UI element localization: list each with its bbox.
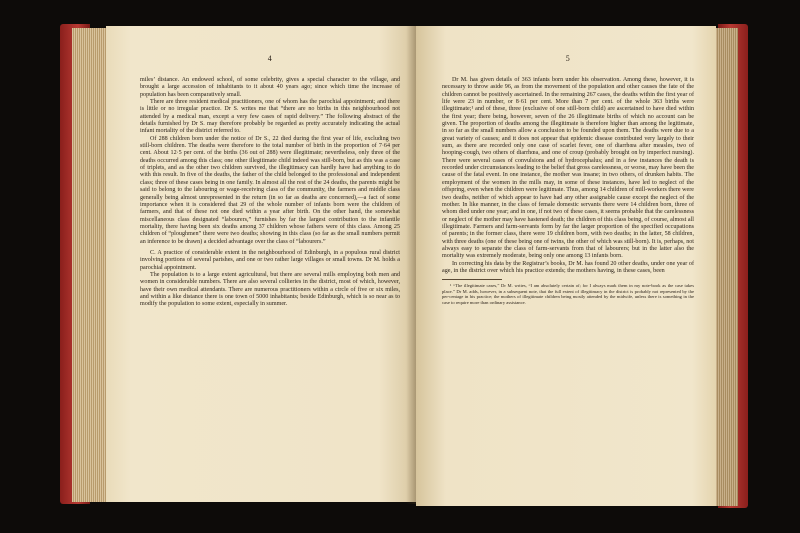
left-paragraph: There are three resident medical practitioners, one of whom has the parochial appointment; and there is little or no irregular practice. Dr S. writes me that “there are no births in this neighbourhood not attended by a medical man, except a very few cases of rapid delivery.” The following abstract of the details furnished by Dr S. may therefore probably be regarded as pretty accurately indicating the actual infant mortality of the district referred to. bbox=[140, 99, 400, 135]
left-paragraph: C. A practice of considerable extent in the neighbourhood of Edinburgh, in a populous rural district involving portions of several parishes, and one or two rather large villages or small towns. Dr M. holds a parochial appointment. bbox=[140, 249, 400, 271]
right-page-number: 5 bbox=[565, 54, 571, 63]
open-book bbox=[60, 18, 748, 513]
left-paragraph: miles’ distance. An endowed school, of some celebrity, gives a special character to the village, and brought a large accession of inhabitants to it about 40 years ago; since which time the increase of population has been comparatively small. bbox=[140, 77, 400, 98]
right-page bbox=[416, 26, 716, 506]
left-paragraph: Of 288 children born under the notice of Dr S., 22 died during the first year of life, excluding two still-born children. The deaths were therefore to the total number of birth in the proportion of 7·64 per cent. About 12·5 per cent. of the births (36 out of 288) were illegitimate; nevertheless, only three of the deaths occurred among this class; one other illegitimate child indeed was still-born, but as this was a case of triplets, and as the other two children survived, the illegitimacy can hardly have had anything to do with this result. In five of the deaths, the father of the child belonged to the professional and independent class; three of these cases being in one family. In almost all the rest of the 24 deaths, the parents might be said to belong to the labouring or wage-receiving class of the community, the farmers and middle class generally being almost unrepresented in the return (in so far as deaths are concerned),—a fact of some importance when it is considered that 29 of the whole number of infants born were the children of farmers, and that of these not one died within a year after birth. On the other hand, the somewhat miscellaneous class designated “labourers,” furnishes by far the largest contribution to the infantile mortality, there having been six deaths among 37 children whose fathers were of this class. Among 25 children of “ploughmen” there were two deaths; showing in this class (so far as the small numbers permit an inference to be drawn) a decided advantage over the class of “labourers.” bbox=[140, 135, 400, 245]
right-paragraph: Dr M. has given details of 363 infants born under his observation. Among these, however, it is necessary to throw aside 96, as from the movement of the population and other causes the fate of the children cannot be positively ascertained. In the remaining 267 cases, the deaths within the first year of life were 23 in number, or 8·61 per cent. More than 7 per cent. of the whole 363 births were illegitimate;¹ and of these, three (exclusive of one still-born child) are ascertained to have died within the first year; there being, however, seven of the 26 illegitimate births of which no account can be given. The proportion of deaths among the illegitimate is therefore higher than among the legitimate, in so far as the small numbers allow a conclusion to be founded upon them. The deaths were due to a great variety of causes; and it does not appear that epidemic disease contributed very largely to their sum, as there are recorded only one case of scarlet fever, one of diarrhœa after measles, two of hooping-cough, two others of diarrhœa, and one of croup (probably brought on by imperfect nursing). There were several cases of convulsions and of hydrocephalus; and in a few instances the death is recorded under circumstances leading to the belief that gross carelessness, or worse, may have been the cause of the fatal event. In one instance, the mother was insane; in two others, of drunken habits. The employment of the women in the mills may, in some of these instances, have led to neglect of the offspring, even when the children were legitimate. Thus, among 14 children of mill-workers there were two deaths, neither of which appear to have had any other assignable cause except the neglect of the mother. In like manner, in the class of female domestic servants there were 14 children born, three of whom died under one year; and in one, if not two of these cases, it seems probable that the carelessness or neglect of the mother may have hastened death; the children of this class being, of course, almost all illegitimate. Farmers and farm-servants form by far the larger proportion of the specified occupations of parents; in the former class, there were 19 children born, with two deaths; in the latter, 58 children, with three deaths (one of these being one of twins, the other of which was still-born). It is, perhaps, not always easy to separate the class of farm-servants from that of labourers; but in the latter also the mortality was extremely moderate, being only one among 13 infants born. bbox=[442, 77, 694, 260]
right-paragraph: In correcting his data by the Registrar’s books, Dr M. has found 20 other deaths, under one year of age, in the district over which his practice extends; the mothers having, in these cases, been bbox=[442, 260, 694, 274]
left-page-number: 4 bbox=[267, 54, 273, 63]
left-paragraph: The population is to a large extent agricultural, but there are several mills employing both men and women in considerable numbers. There are also several collieries in the district, most of which, however, have their own medical attendants. There are numerous practitioners within a circle of five or six miles, and within a like distance there is one town of 5000 inhabitants; beside Edinburgh, which is so near as to modify the population to some extent, especially in summer. bbox=[140, 271, 400, 308]
left-page bbox=[106, 26, 416, 502]
footnote: ¹ “The illegitimate cases,” Dr M. writes, “I am absolutely certain of; for I always mark them in my note-book as the case takes place.” Dr M. adds, however, in a subsequent note, that the full extent of illegitimacy in the district is probably not represented by the per-centage in his practice; the mothers of illegitimate children being mostly attended by the midwife, unless there is something in the case to require more than ordinary assistance. bbox=[442, 283, 694, 305]
footnote-divider bbox=[442, 279, 502, 280]
